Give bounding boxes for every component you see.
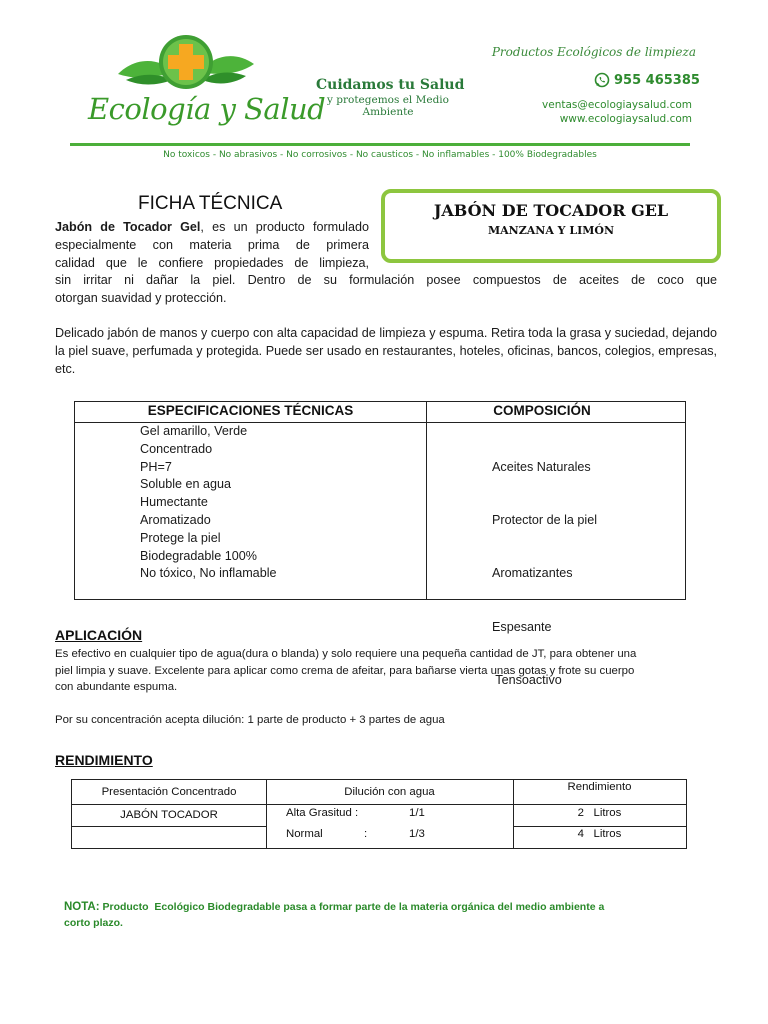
row-divider xyxy=(513,826,686,827)
description-paragraph: Delicado jabón de manos y cuerpo con alta capacidad de limpieza y espuma. Retira toda la grasa y suciedad, dejando la piel suave, perfumada y protegida. Puede ser usado en restaurantes, hoteles, oficinas, bancos, colegios, empresas, etc. xyxy=(55,326,717,376)
list-item: Protege la piel xyxy=(140,530,221,545)
product-variant: MANZANA Y LIMÓN xyxy=(487,224,615,237)
list-item: Tensoactivo xyxy=(492,673,562,688)
list-item: Biodegradable 100% xyxy=(140,548,257,563)
note-label: NOTA: xyxy=(64,901,100,913)
phone-number: 955 465385 xyxy=(614,72,700,88)
list-item: Soluble en agua xyxy=(140,477,232,492)
dilution-note: Por su concentración acepta dilución: 1 parte de producto + 3 partes de agua xyxy=(55,714,445,726)
list-item: Aromatizantes xyxy=(492,566,573,581)
note: NOTA: Producto Ecológico Biodegradable pasa a formar parte de la materia orgánica del medio ambiente a corto plazo. xyxy=(64,901,605,929)
page-title: FICHA TÉCNICA xyxy=(138,193,283,214)
website-link[interactable]: www.ecologiaysalud.com xyxy=(559,113,692,125)
intro-paragraph: Jabón de Tocador Gel, es un producto formulado especialmente con materia prima de primera calidad que le confiere propiedades de limpieza, xyxy=(55,220,369,270)
list-item: PH=7 xyxy=(140,459,172,474)
benefits-line: No toxicos - No abrasivos - No corrosivos - No causticos - No inflamables - 100% Biodegradables xyxy=(163,150,597,160)
table-cell: 4 Litros xyxy=(577,828,622,840)
list-item: Aceites Naturales xyxy=(492,459,591,474)
product-name: JABÓN DE TOCADOR GEL xyxy=(433,201,669,220)
header-divider xyxy=(70,143,690,146)
rendimiento-table xyxy=(71,779,687,849)
brand-name: Ecología y Salud xyxy=(88,92,326,126)
table-header: Rendimiento xyxy=(567,781,632,793)
intro-bold: Jabón de Tocador Gel xyxy=(55,220,201,234)
email-link[interactable]: ventas@ecologiaysalud.com xyxy=(542,99,692,111)
list-item: Espesante xyxy=(492,619,552,634)
table-cell: 2 Litros xyxy=(577,807,622,819)
specs-header: ESPECIFICACIONES TÉCNICAS xyxy=(147,403,354,418)
specs-column-divider xyxy=(426,402,427,599)
brand-logo xyxy=(116,34,256,98)
aplicacion-text: Es efectivo en cualquier tipo de agua(dura o blanda) y solo requiere una pequeña cantidad de JT, para obtener una piel limpia y suave. Excelente para aplicar como crema de afeitar, para bañarse vierta unas gotas y frote su cuerpo con abundante espuma. xyxy=(55,648,637,694)
rendimiento-heading: RENDIMIENTO xyxy=(55,752,153,768)
list-item: Concentrado xyxy=(140,441,213,456)
table-cell: JABÓN TOCADOR xyxy=(120,809,218,821)
table-cell: 1/3 xyxy=(409,828,425,840)
row-divider xyxy=(72,826,266,827)
composition-header: COMPOSICIÓN xyxy=(493,403,591,418)
table-cell: : xyxy=(364,828,368,840)
intro-paragraph-cont: sin irritar ni dañar la piel. Dentro de su formulación posee compuestos de aceites de coco que otorgan suavidad y protección. xyxy=(55,273,717,305)
aplicacion-heading: APLICACIÓN xyxy=(55,627,143,643)
table-cell: 1/1 xyxy=(409,807,425,819)
slogan-main: Cuidamos tu Salud xyxy=(316,77,465,93)
list-item: No tóxico, No inflamable xyxy=(140,566,277,581)
phone-contact xyxy=(594,72,700,88)
slogan-sub: y protegemos el Medio Ambiente xyxy=(327,94,449,118)
list-item: Protector de la piel xyxy=(492,512,598,527)
specs-list xyxy=(140,423,277,583)
table-header: Dilución con agua xyxy=(344,786,435,798)
row-divider xyxy=(72,804,686,805)
table-cell: Normal xyxy=(286,828,323,840)
tagline: Productos Ecológicos de limpieza xyxy=(491,45,696,59)
table-cell: Alta Grasitud : xyxy=(286,807,359,819)
table-header: Presentación Concentrado xyxy=(101,786,237,798)
whatsapp-icon xyxy=(594,72,610,88)
list-item: Gel amarillo, Verde xyxy=(140,424,248,438)
leaf-cross-logo-icon xyxy=(116,34,256,98)
list-item: Humectante xyxy=(140,495,208,510)
list-item: Aromatizado xyxy=(140,512,211,527)
